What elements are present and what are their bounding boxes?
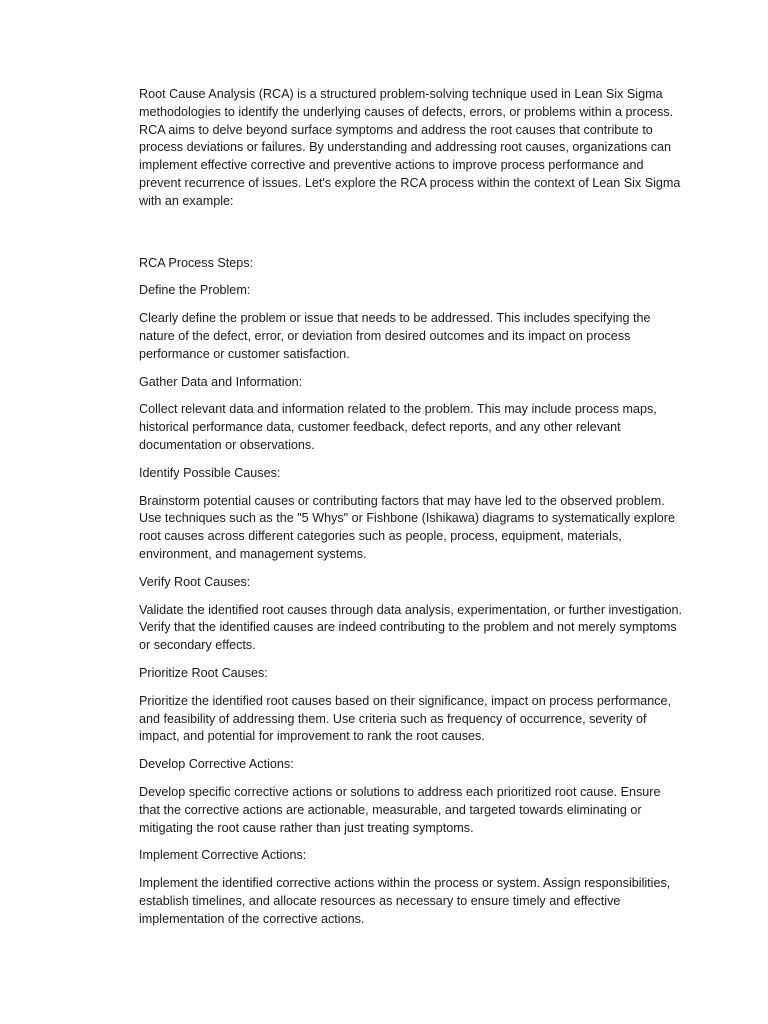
step-body: Develop specific corrective actions or solutions to address each prioritized root cause. Ensure that the corrective actions are actionable, measurable, and targeted towards eliminating or mitigating the root cause rather than just treating symptoms. [139, 784, 661, 835]
step-gather-data [139, 374, 684, 455]
step-heading: Implement Corrective Actions: [139, 848, 307, 863]
step-body: Collect relevant data and information related to the problem. This may include process maps, historical performance data, customer feedback, defect reports, and any other relevant documentation or observations. [139, 402, 657, 452]
step-body: Prioritize the identified root causes based on their significance, impact on process performance, and feasibility of addressing them. Use criteria such as frequency of occurrence, severity of impact, and potential for improvement to rank the root causes. [139, 693, 672, 744]
step-heading: Develop Corrective Actions: [139, 757, 294, 772]
step-develop-actions [139, 756, 684, 837]
step-body: Implement the identified corrective actions within the process or system. Assign responsibilities, establish timelines, and allocate resources as necessary to ensure timely and effective implementation of the corrective actions. [139, 876, 671, 926]
document-page [139, 86, 684, 938]
step-body: Clearly define the problem or issue that needs to be addressed. This includes specifying the nature of the defect, error, or deviation from desired outcomes and its impact on process performance or customer satisfaction. [139, 311, 651, 361]
section-title: RCA Process Steps: [139, 255, 254, 270]
step-body: Brainstorm potential causes or contributing factors that may have led to the observed problem. Use techniques such as the "5 Whys" or Fishbone (Ishikawa) diagrams to systematically explore root causes across different categories such as people, process, equipment, materials, environment, and management systems. [139, 493, 676, 561]
step-define-problem [139, 282, 684, 363]
step-verify-root-causes [139, 574, 684, 655]
step-heading: Identify Possible Causes: [139, 465, 281, 480]
step-identify-causes [139, 465, 684, 564]
step-heading: Prioritize Root Causes: [139, 665, 268, 680]
intro-paragraph: Root Cause Analysis (RCA) is a structured problem-solving technique used in Lean Six Sigma methodologies to identify the underlying causes of defects, errors, or problems within a process. RCA aims to delve beyond surface symptoms and address the root causes that contribute to process deviations or failures. By understanding and addressing root causes, organizations can implement effective corrective and preventive actions to improve process performance and prevent recurrence of issues. Let's explore the RCA process within the context of Lean Six Sigma with an example: [139, 87, 681, 208]
step-implement-actions [139, 847, 684, 928]
step-prioritize-root-causes [139, 665, 684, 746]
step-heading: Gather Data and Information: [139, 374, 303, 389]
step-body: Validate the identified root causes through data analysis, experimentation, or further investigation. Verify that the identified causes are indeed contributing to the problem and not merely symptoms or secondary effects. [139, 602, 683, 653]
step-heading: Define the Problem: [139, 283, 251, 298]
step-heading: Verify Root Causes: [139, 574, 251, 589]
